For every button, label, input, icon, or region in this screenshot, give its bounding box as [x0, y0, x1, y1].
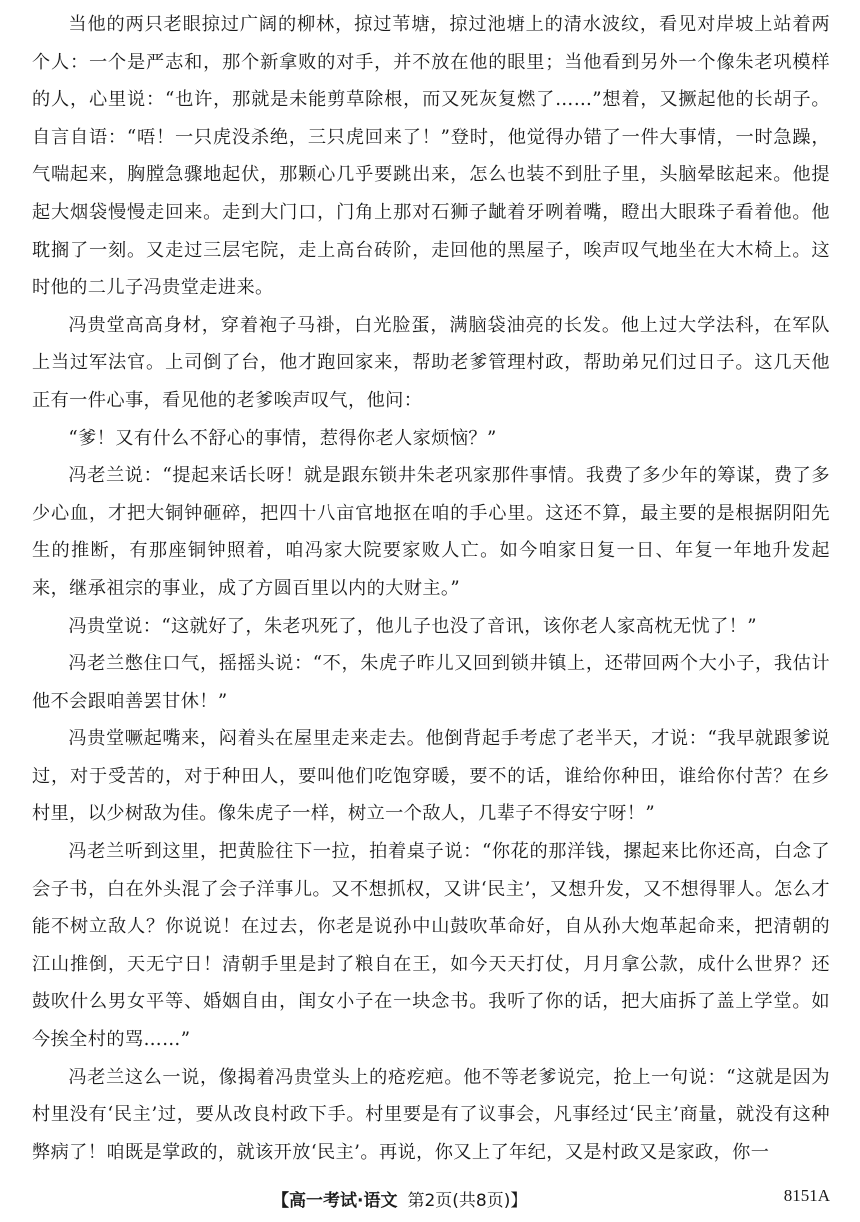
document-page: [32, 0, 830, 1222]
paragraph-7: 冯贵堂噘起嘴来，闷着头在屋里走来走去。他倒背起手考虑了老半天，才说：“我早就跟爹说过，对于受苦的，对于种田人，要叫他们吃饱穿暖，要不的话，谁给你种田，谁给你付苦？在乡村里，以少树敌为佳。像朱虎子一样，树立一个敌人，几辈子不得安宁呀！”: [32, 728, 830, 825]
footer-code: 8151A: [783, 1186, 830, 1205]
footer-page-number: 第2页(共8页)】: [407, 1191, 528, 1211]
paragraph-1: 当他的两只老眼掠过广阔的柳林，掠过苇塘，掠过池塘上的清水波纹，看见对岸坡上站着两个人：一个是严志和，那个新拿败的对手，并不放在他的眼里；当他看到另外一个像朱老巩模样的人，心里说：“也许，那就是未能剪草除根，而又死灰复燃了……”想着，又撅起他的长胡子。自言自语：“唔！一只虎没杀绝，三只虎回来了！”登时，他觉得办错了一件大事情，一时急躁，气喘起来，胸膛急骤地起伏，那颗心几乎要跳出来，怎么也装不到肚子里，头脑晕眩起来。他提起大烟袋慢慢走回来。走到大门口，门角上那对石狮子龇着牙咧着嘴，瞪出大眼珠子看着他。他耽搁了一刻。又走过三层宅院，走上高台砖阶，走回他的黑屋子，唉声叹气地坐在大木椅上。这时他的二儿子冯贵堂走进来。: [32, 14, 830, 299]
footer-exam-info: [272, 1186, 527, 1211]
page-footer: [32, 1186, 830, 1214]
paragraph-3: “爹！又有什么不舒心的事情，惹得你老人家烦恼？”: [68, 427, 497, 449]
paragraph-2: 冯贵堂高高身材，穿着袍子马褂，白光脸蛋，满脑袋油亮的长发。他上过大学法科，在军队上当过军法官。上司倒了台，他才跑回家来，帮助老爹管理村政，帮助弟兄们过日子。这几天他正有一件心事，看见他的老爹唉声叹气，他问：: [32, 314, 830, 411]
paragraph-8: 冯老兰听到这里，把黄脸往下一拉，拍着桌子说：“你花的那洋钱，摞起来比你还高，白念了会子书，白在外头混了会子洋事儿。又不想抓权，又讲‘民主’，又想升发，又不想得罪人。怎么才能不树立敌人？你说说！在过去，你老是说孙中山鼓吹革命好，自从孙大炮革起命来，把清朝的江山推倒，天无宁日！清朝手里是封了粮自在王，如今天天打仗，月月拿公款，成什么世界？还鼓吹什么男女平等、婚姻自由，闺女小子在一块念书。我听了你的话，把大庙拆了盖上学堂。如今挨全村的骂……”: [32, 841, 830, 1051]
paragraph-4: 冯老兰说：“提起来话长呀！就是跟东锁井朱老巩家那件事情。我费了多少年的筹谋，费了多少心血，才把大铜钟砸碎，把四十八亩官地抠在咱的手心里。这还不算，最主要的是根据阴阳先生的推断，有那座铜钟照着，咱冯家大院要家败人亡。如今咱家日复一日、年复一年地升发起来，继承祖宗的事业，成了方圆百里以内的大财主。”: [32, 465, 830, 599]
footer-exam-title: 【高一考试·语文: [272, 1191, 398, 1211]
paragraph-9: 冯老兰这么一说，像揭着冯贵堂头上的疮疙疤。他不等老爹说完，抢上一句说：“这就是因为村里没有‘民主’过，要从改良村政下手。村里要是有了议事会，凡事经过‘民主’商量，就没有这种弊病了！咱既是掌政的，就该开放‘民主’。再说，你又上了年纪，又是村政又是家政，你一: [32, 1066, 830, 1163]
story-text: [32, 6, 830, 1171]
paragraph-6: 冯老兰憋住口气，摇摇头说：“不，朱虎子昨儿又回到锁井镇上，还带回两个大小子，我估计他不会跟咱善罢甘休！”: [32, 653, 830, 712]
paragraph-5: 冯贵堂说：“这就好了，朱老巩死了，他儿子也没了音讯，该你老人家高枕无忧了！”: [68, 615, 757, 637]
